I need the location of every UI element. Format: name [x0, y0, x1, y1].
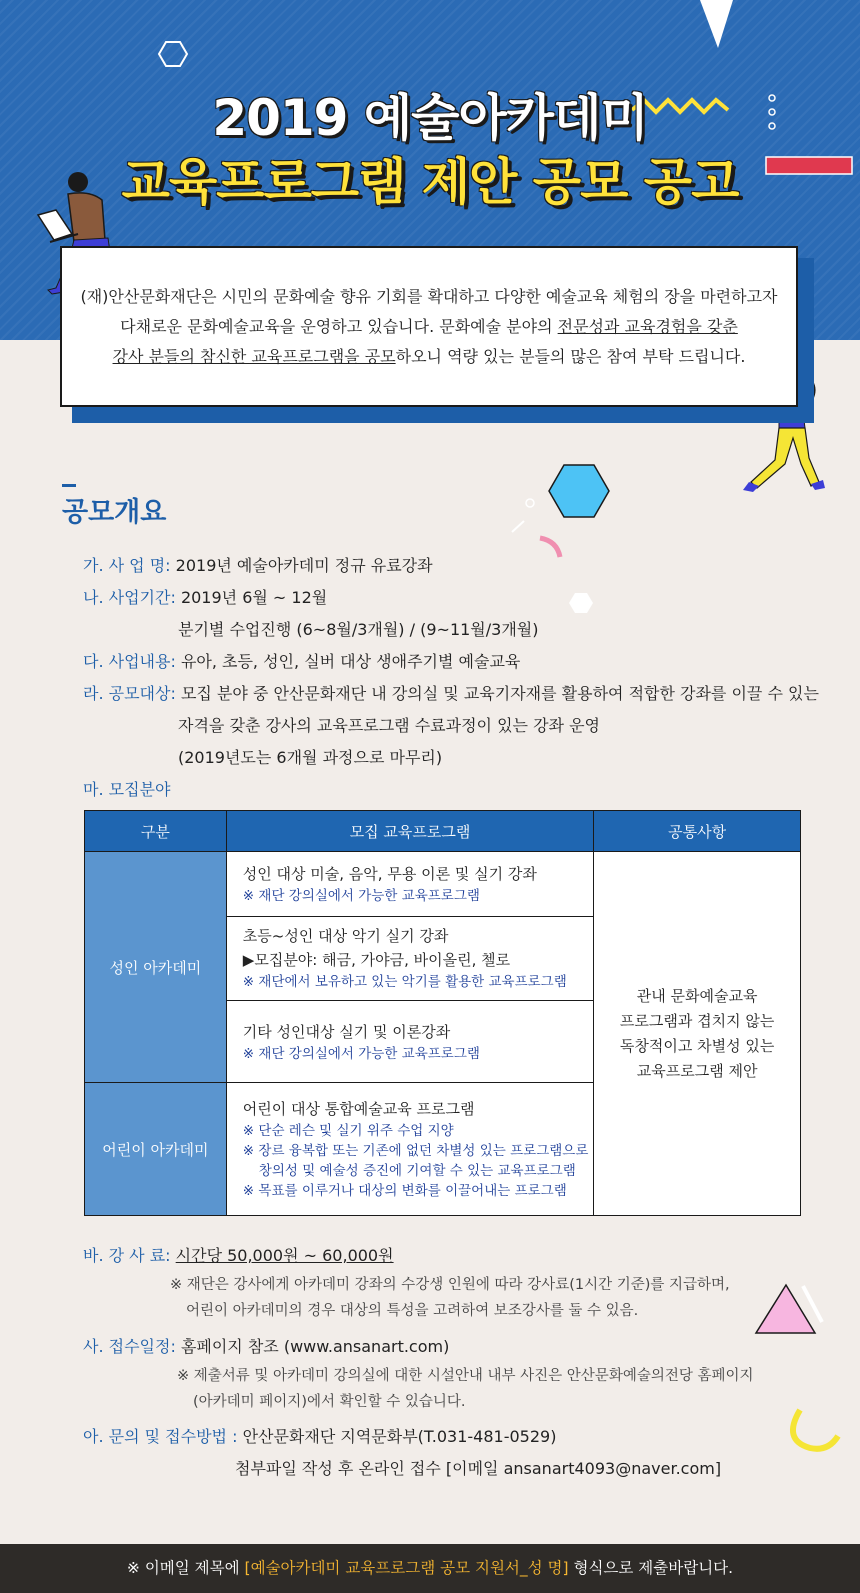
triangle-white-shape [700, 0, 733, 48]
page-title-line2: 교육프로그램 제안 공모 공고 [121, 153, 739, 211]
intro-line2: 다채로운 문화예술교육을 운영하고 있습니다. 문화예술 분야의 전문성과 교육경험을 갖춘 [120, 317, 738, 336]
program-cell: 성인 대상 미술, 음악, 무용 이론 및 실기 강좌 ※ 재단 강의실에서 가능한 교육프로그램 [226, 852, 593, 916]
category-adult-cell: 성인 아카데미 [85, 852, 227, 1083]
table-header-row [85, 811, 801, 852]
intro-line1: (재)안산문화재단은 시민의 문화예술 향유 기회를 확대하고 다양한 예술교육 체험의 장을 마련하고자 [80, 287, 778, 306]
table-row [85, 852, 801, 916]
schedule-note-line2: (아카데미 페이지)에서 확인할 수 있습니다. [193, 1394, 466, 1410]
table-header-program: 모집 교육프로그램 [226, 811, 593, 852]
footer-notice: ※ 이메일 제목에 [예술아카데미 교육프로그램 공모 지원서_성 명] 형식으로 제출바랍니다. [0, 1544, 860, 1593]
table-header-common: 공통사항 [594, 811, 801, 852]
yellow-arc-shape [793, 1410, 838, 1449]
program-cell: 어린이 대상 통합예술교육 프로그램 ※ 단순 레슨 및 실기 위주 수업 지양 ※ 장르 융복합 또는 기존에 없던 차별성 있는 프로그램으로 창의성 및 예술성 증진에 기여할 수 있는 교육프로그램 ※ 목표를 이루거나 대상의 변화를 이끌어내는 프로그램 [226, 1083, 593, 1216]
fee-note-line2: 어린이 아카데미의 경우 대상의 특성을 고려하여 보조강사를 둘 수 있음. [186, 1303, 639, 1319]
footer-highlight: [예술아카데미 교육프로그램 공모 지원서_성 명] [244, 1559, 569, 1577]
schedule-note-line1: ※ 제출서류 및 아카데미 강의실에 대한 시설안내 내부 사진은 안산문화예술의전당 홈페이지 [177, 1368, 754, 1384]
overview-item-target-line2: 자격을 갖춘 강사의 교육프로그램 수료과정이 있는 강좌 운영 [178, 716, 601, 735]
pink-arc-shape [540, 538, 560, 557]
overview-item-period-detail: 분기별 수업진행 (6~8월/3개월) / (9~11월/3개월) [178, 620, 539, 639]
overview-item-fields: 마. 모집분야 [83, 780, 171, 799]
section-title: 공모개요 [62, 490, 166, 529]
hexagon-blue-shape [549, 465, 609, 517]
recruit-fields-table [84, 810, 801, 1216]
overview-item-name: 가. 사 업 명: 2019년 예술아카데미 정규 유료강좌 [83, 556, 433, 575]
hexagon-white-shape [569, 593, 593, 613]
overview-item-fee: 바. 강 사 료: 시간당 50,000원 ~ 60,000원 [83, 1246, 394, 1265]
overview-item-period: 나. 사업기간: 2019년 6월 ~ 12월 [83, 588, 328, 607]
intro-line3: 강사 분들의 참신한 교육프로그램을 공모하오니 역량 있는 분들의 많은 참여 부탁 드립니다. [112, 347, 746, 366]
overview-item-contact: 아. 문의 및 접수방법 : 안산문화재단 지역문화부(T.031-481-0529) [83, 1427, 557, 1446]
program-cell: 초등~성인 대상 악기 실기 강좌 ▶모집분야: 해금, 가야금, 바이올린, 첼로 ※ 재단에서 보유하고 있는 악기를 활용한 교육프로그램 [226, 916, 593, 1000]
overview-item-target-line3: (2019년도는 6개월 과정으로 마무리) [178, 748, 443, 767]
fee-note-line1: ※ 재단은 강사에게 아카데미 강좌의 수강생 인원에 따라 강사료(1시간 기준)를 지급하며, [170, 1277, 730, 1293]
overview-item-content: 다. 사업내용: 유아, 초등, 성인, 실버 대상 생애주기별 예술교육 [83, 652, 521, 671]
hexagon-outline-shape [159, 42, 187, 66]
contact-method: 첨부파일 작성 후 온라인 접수 [이메일 ansanart4093@naver.com] [235, 1459, 722, 1478]
program-cell: 기타 성인대상 실기 및 이론강좌 ※ 재단 강의실에서 가능한 교육프로그램 [226, 1000, 593, 1082]
category-child-cell: 어린이 아카데미 [85, 1083, 227, 1216]
intro-box [60, 246, 798, 407]
page-title-line1: 2019 예술아카데미 [212, 89, 648, 147]
common-requirements-cell: 관내 문화예술교육 프로그램과 겹치지 않는 독창적이고 차별성 있는 교육프로그램 제안 [594, 852, 801, 1216]
overview-item-target: 라. 공모대상: 모집 분야 중 안산문화재단 내 강의실 및 교육기자재를 활용하여 적합한 강좌를 이끌 수 있는 [83, 684, 819, 703]
overview-item-schedule: 사. 접수일정: 홈페이지 참조 (www.ansanart.com) [83, 1337, 450, 1356]
table-header-category: 구분 [85, 811, 227, 852]
